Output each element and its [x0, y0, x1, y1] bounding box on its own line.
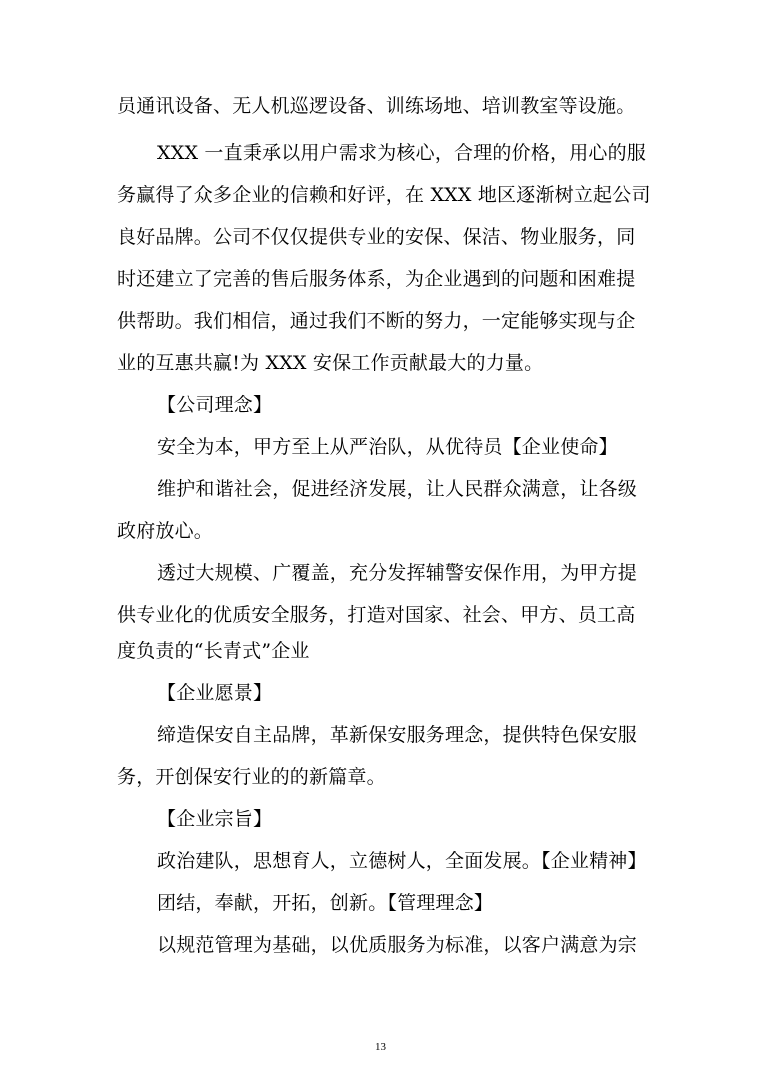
- text-line: 政治建队，思想育人，立德树人，全面发展。【企业精神】: [157, 850, 647, 872]
- page-number: 13: [375, 1041, 386, 1053]
- text-line: 团结，奉献，开拓，创新。【管理理念】: [157, 892, 494, 914]
- text-line: 透过大规模、广覆盖，充分发挥辅警安保作用，为甲方提: [157, 562, 638, 584]
- text-line: 良好品牌。公司不仅仅提供专业的安保、保洁、物业服务，同: [117, 226, 636, 248]
- text-line: 以规范管理为基础，以优质服务为标准，以客户满意为宗: [157, 934, 638, 956]
- text-line: 时还建立了完善的售后服务体系，为企业遇到的问题和困难提: [117, 268, 636, 290]
- section-heading: 【公司理念】: [157, 394, 273, 416]
- text-line: 维护和谐社会，促进经济发展，让人民群众满意，让各级: [157, 478, 638, 500]
- section-heading: 【企业愿景】: [157, 682, 273, 704]
- text-line: XXX 一直秉承以用户需求为核心，合理的价格，用心的服: [157, 142, 647, 164]
- text-line: 供帮助。我们相信，通过我们不断的努力，一定能够实现与企: [117, 310, 636, 332]
- text-line: 业的互惠共赢!为 XXX 安保工作贡献最大的力量。: [117, 352, 544, 374]
- text-line: 度负责的“长青式”企业: [117, 640, 310, 662]
- text-line: 缔造保安自主品牌，革新保安服务理念，提供特色保安服: [157, 724, 638, 746]
- section-heading: 【企业宗旨】: [157, 808, 273, 830]
- text-line: 务，开创保安行业的的新篇章。: [117, 766, 386, 788]
- text-line: 安全为本，甲方至上从严治队，从优待员【企业使命】: [157, 436, 618, 458]
- text-line: 政府放心。: [117, 520, 214, 542]
- text-line: 员通讯设备、无人机巡逻设备、训练场地、培训教室等设施。: [117, 95, 636, 117]
- text-line: 供专业化的优质安全服务，打造对国家、社会、甲方、员工高: [117, 604, 636, 626]
- text-line: 务赢得了众多企业的信赖和好评，在 XXX 地区逐渐树立起公司: [117, 184, 651, 206]
